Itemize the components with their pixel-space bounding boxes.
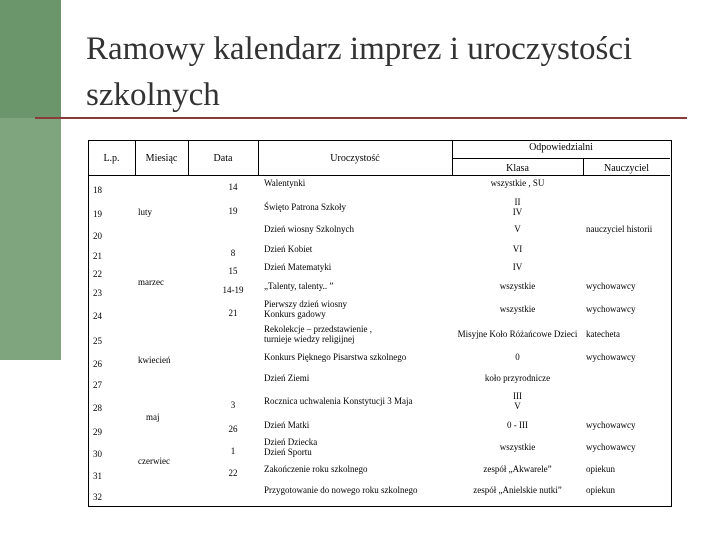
- row-klasa: V: [514, 224, 521, 234]
- header-klasa: Klasa: [506, 163, 529, 174]
- side-decoration-bar-top: [0, 0, 61, 118]
- row-uroczystosc: Konkurs Pięknego Pisarstwa szkolnego: [264, 352, 407, 362]
- row-uroczystosc: Dzień Sportu: [264, 447, 312, 457]
- row-uroczystosc: Rocznica uchwalenia Konstytucji 3 Maja: [264, 396, 413, 406]
- row-nauczyciel: wychowawcy: [586, 352, 636, 362]
- row-uroczystosc: Dzień Matematyki: [264, 262, 332, 272]
- row-data: 15: [228, 266, 238, 276]
- row-nauczyciel: wychowawcy: [586, 442, 636, 452]
- month-label: kwiecień: [138, 355, 171, 365]
- row-nauczyciel: nauczyciel historii: [586, 224, 653, 234]
- row-uroczystosc: Dzień Matki: [264, 420, 310, 430]
- row-nauczyciel: wychowawcy: [586, 304, 636, 314]
- row-klasa: wszystkie , SU: [490, 178, 545, 188]
- row-lp: 18: [93, 185, 102, 195]
- row-data: 14: [228, 182, 238, 192]
- header-odpowiedzialni: Odpowiedzialni: [529, 142, 593, 153]
- row-nauczyciel: opiekun: [586, 464, 615, 474]
- row-data: 19: [228, 206, 238, 216]
- row-lp: 25: [93, 336, 102, 346]
- row-data: 22: [228, 468, 238, 478]
- row-klasa: koło przyrodnicze: [484, 373, 551, 383]
- header-data: Data: [213, 153, 233, 164]
- row-klasa: 0 - III: [507, 420, 528, 430]
- row-uroczystosc: Dzień Dziecka: [264, 437, 318, 447]
- row-lp: 32: [93, 492, 102, 502]
- row-klasa: wszystkie: [499, 442, 536, 452]
- row-data: 3: [230, 400, 236, 410]
- row-klasa: wszystkie: [499, 304, 536, 314]
- row-klasa: V: [514, 401, 521, 411]
- row-lp: 24: [93, 311, 102, 321]
- row-klasa: IV: [512, 207, 523, 217]
- row-klasa: wszystkie: [499, 281, 536, 291]
- row-data: 8: [230, 248, 236, 258]
- row-uroczystosc: Przygotowanie do nowego roku szkolnego: [264, 485, 418, 495]
- row-lp: 30: [93, 449, 102, 459]
- header-miesiac: Miesiąc: [145, 153, 178, 164]
- row-data: 14-19: [222, 285, 244, 295]
- row-uroczystosc: Dzień Kobiet: [264, 244, 313, 254]
- row-uroczystosc: Konkurs gadowy: [264, 309, 326, 319]
- row-data: 21: [228, 308, 238, 318]
- row-lp: 22: [93, 269, 102, 279]
- row-uroczystosc: turnieje wiedzy religijnej: [264, 334, 355, 344]
- row-uroczystosc: Święto Patrona Szkoły: [264, 202, 346, 212]
- row-klasa: zespół „Anielskie nutki”: [473, 485, 562, 495]
- row-klasa: Misyjne Koło Różańcowe Dzieci: [457, 329, 578, 339]
- row-lp: 27: [93, 380, 102, 390]
- row-uroczystosc: Walentynki: [264, 178, 306, 188]
- header-uroczystosc: Uroczystość: [330, 153, 380, 164]
- row-klasa: II: [514, 197, 521, 207]
- row-lp: 29: [93, 427, 102, 437]
- title-rule: [35, 117, 687, 119]
- row-lp: 28: [93, 403, 102, 413]
- row-klasa: VI: [512, 244, 523, 254]
- month-label: marzec: [138, 277, 164, 287]
- row-klasa: zespół „Akwarele”: [483, 464, 552, 474]
- month-label: maj: [146, 412, 160, 422]
- header-nauczyciel: Nauczyciel: [604, 163, 649, 174]
- row-uroczystosc: Dzień Ziemi: [264, 373, 310, 383]
- row-lp: 19: [93, 209, 102, 219]
- row-nauczyciel: wychowawcy: [586, 420, 636, 430]
- row-nauczyciel: katecheta: [586, 329, 620, 339]
- month-label: czerwiec: [138, 456, 170, 466]
- row-klasa: IV: [512, 262, 523, 272]
- row-klasa: III: [513, 391, 522, 401]
- row-uroczystosc: Zakończenie roku szkolnego: [264, 464, 368, 474]
- row-klasa: 0: [515, 352, 520, 362]
- row-lp: 26: [93, 359, 102, 369]
- row-uroczystosc: Dzień wiosny Szkolnych: [264, 224, 354, 234]
- row-lp: 20: [93, 231, 102, 241]
- slide-title: Ramowy kalendarz imprez i uroczystości szkolnych: [86, 31, 633, 113]
- row-uroczystosc: Pierwszy dzień wiosny: [264, 299, 347, 309]
- row-lp: 21: [93, 251, 102, 261]
- month-label: luty: [138, 207, 153, 217]
- row-nauczyciel: opiekun: [586, 485, 615, 495]
- row-lp: 31: [93, 471, 102, 481]
- row-lp: 23: [93, 288, 102, 298]
- row-data: 26: [228, 424, 238, 434]
- header-lp: L.p.: [103, 153, 120, 164]
- row-nauczyciel: wychowawcy: [586, 281, 636, 291]
- odpowiedzialni-sub-line: [452, 158, 670, 159]
- row-uroczystosc: „Talenty, talenty.. ”: [264, 281, 334, 291]
- row-uroczystosc: Rekolekcje – przedstawienie ,: [264, 324, 372, 334]
- row-data: 1: [230, 446, 236, 456]
